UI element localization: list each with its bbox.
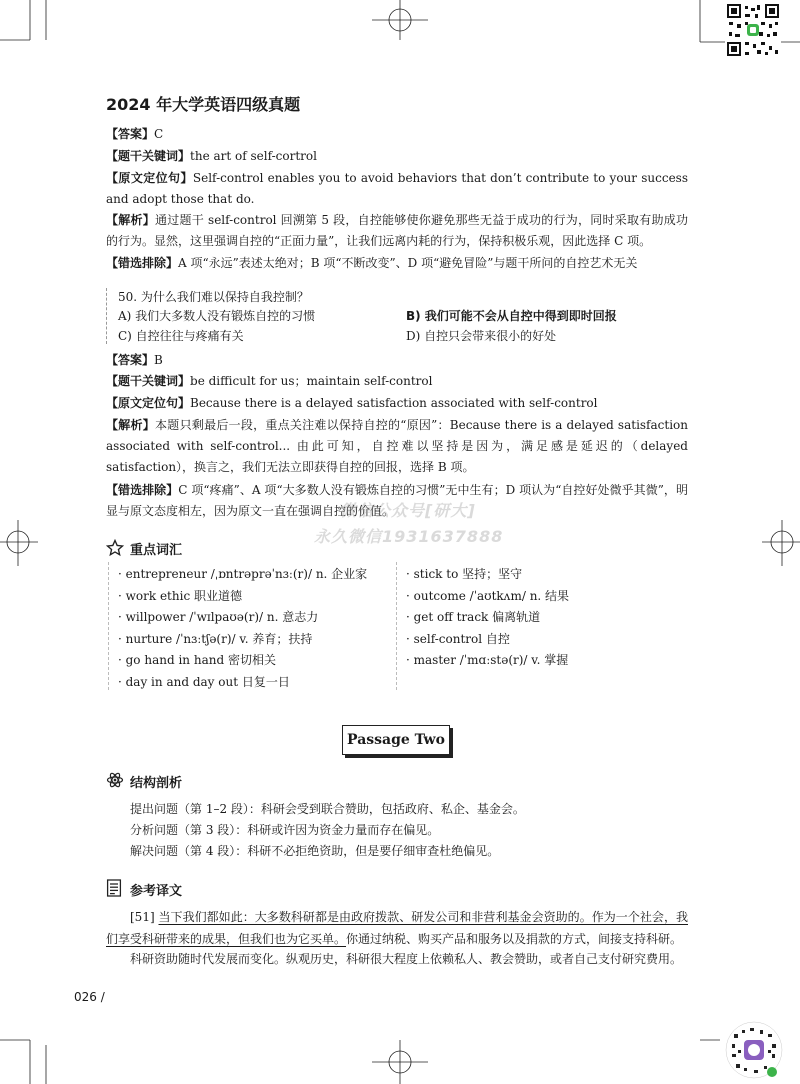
- vocab-item: · nurture /ˈnɜːtʃə(r)/ v. 养育；扶持: [118, 631, 313, 646]
- passage-label: Passage Two: [342, 725, 450, 755]
- atom-icon: [106, 771, 124, 789]
- translation-title: 参考译文: [130, 884, 183, 899]
- vocab-item: · day in and day out 日复一日: [118, 674, 290, 689]
- qr-code-icon: [724, 1020, 784, 1080]
- vocab-item: · willpower /ˈwɪlpaʊə(r)/ n. 意志力: [118, 610, 319, 625]
- vocab-item: · self-control 自控: [406, 631, 510, 646]
- locate-line: 【原文定位句】Because there is a delayed satisfaction associated with self-control: [106, 396, 598, 410]
- answer-line: 【答案】C: [106, 127, 164, 141]
- exclude-line: 【错选排除】C 项“疼痛”、A 项“大多数人没有锻炼自控的习惯”无中生有；D 项认为“自控好处微乎其微”，明显与原文态度相左，因为原文一直在强调自控的价值。: [106, 483, 688, 518]
- vocab-left-rule: [108, 562, 113, 690]
- translation-paragraph: 科研资助随时代发展而变化。纵观历史，科研很大程度上依赖私人、教会赞助，或者自己支付研究费用。: [130, 952, 683, 966]
- structure-item: 分析问题（第 3 段）：科研或许因为资金力量而存在偏见。: [130, 823, 440, 837]
- vocab-divider: [396, 562, 401, 690]
- option-c: C) 自控往往与疼痛有关: [118, 329, 244, 343]
- question-text: 50. 为什么我们难以保持自我控制？: [118, 290, 309, 304]
- document-icon: [106, 879, 122, 897]
- vocab-item: · stick to 坚持；坚守: [406, 567, 523, 581]
- star-icon: [106, 539, 124, 557]
- structure-item: 提出问题（第 1–2 段）：科研会受到联合赞助，包括政府、私企、基金会。: [130, 802, 525, 816]
- option-b: B) 我们可能不会从自控中得到即时回报: [406, 309, 617, 323]
- structure-item: 解决问题（第 4 段）：科研不必拒绝资助，但是要仔细审查杜绝偏见。: [130, 844, 500, 858]
- vocab-title: 重点词汇: [130, 543, 183, 558]
- vocab-item: · master /ˈmɑːstə(r)/ v. 掌握: [406, 653, 569, 668]
- vocab-right-list: [406, 564, 569, 672]
- question-bar: [106, 288, 109, 344]
- exclude-line: 【错选排除】A 项“永远”表述太绝对；B 项“不断改变”、D 项“避免冒险”与题干所问的自控艺术无关: [106, 256, 638, 270]
- translation-paragraph: [51] 当下我们都如此：大多数科研都是由政府拨款、研发公司和非营利基金会资助的。作为一个社会，我们享受科研带来的成果，但我们也为它买单。你通过纳税、购买产品和服务以及捐款的方式，间接支持科研。: [106, 910, 688, 946]
- watermark: 微信公众号[研大]: [340, 501, 476, 520]
- vocab-item: · entrepreneur /ˌɒntrəprəˈnɜː(r)/ n. 企业家: [118, 567, 368, 581]
- vocab-item: · outcome /ˈaʊtkʌm/ n. 结果: [406, 588, 570, 603]
- locate-line: 【原文定位句】Self-control enables you to avoid behaviors that don’t contribute to your success and adopt those that do.: [106, 171, 688, 206]
- answer-line: 【答案】B: [106, 353, 163, 367]
- structure-title: 结构剖析: [130, 776, 183, 791]
- page-number: 026 /: [74, 990, 105, 1004]
- keyword-line: 【题干关键词】be difficult for us；maintain self-control: [106, 374, 433, 388]
- option-a: A) 我们大多数人没有锻炼自控的习惯: [118, 309, 316, 323]
- vocab-item: · work ethic 职业道德: [118, 588, 242, 603]
- analysis-line: 【解析】本题只剩最后一段，重点关注难以保持自控的“原因”：Because there is a delayed satisfaction associated with self-control... 由此可知，自控难以坚持是因为，满足感是延迟的（delayed satisfaction），换言之，我们无法立即获得自控的回报，选择 B 项。: [106, 418, 688, 474]
- qr-code-icon: [725, 2, 781, 58]
- structure-list: [130, 799, 525, 862]
- vocab-item: · go hand in hand 密切相关: [118, 653, 276, 668]
- analysis-line: 【解析】通过题干 self-control 回溯第 5 段，自控能够使你避免那些无益于成功的行为，同时采取有助成功的行为。显然，这里强调自控的“正面力量”，让我们远离内耗的行为，保持积极乐观，因此选择 C 项。: [106, 213, 688, 248]
- keyword-line: 【题干关键词】the art of self-cortrol: [106, 149, 317, 163]
- page-title: 2024 年大学英语四级真题: [106, 95, 301, 114]
- vocab-left-list: [118, 564, 367, 694]
- watermark: 永久微信1931637888: [314, 527, 504, 546]
- vocab-item: · get off track 偏离轨道: [406, 610, 541, 625]
- option-d: D) 自控只会带来很小的好处: [406, 329, 557, 343]
